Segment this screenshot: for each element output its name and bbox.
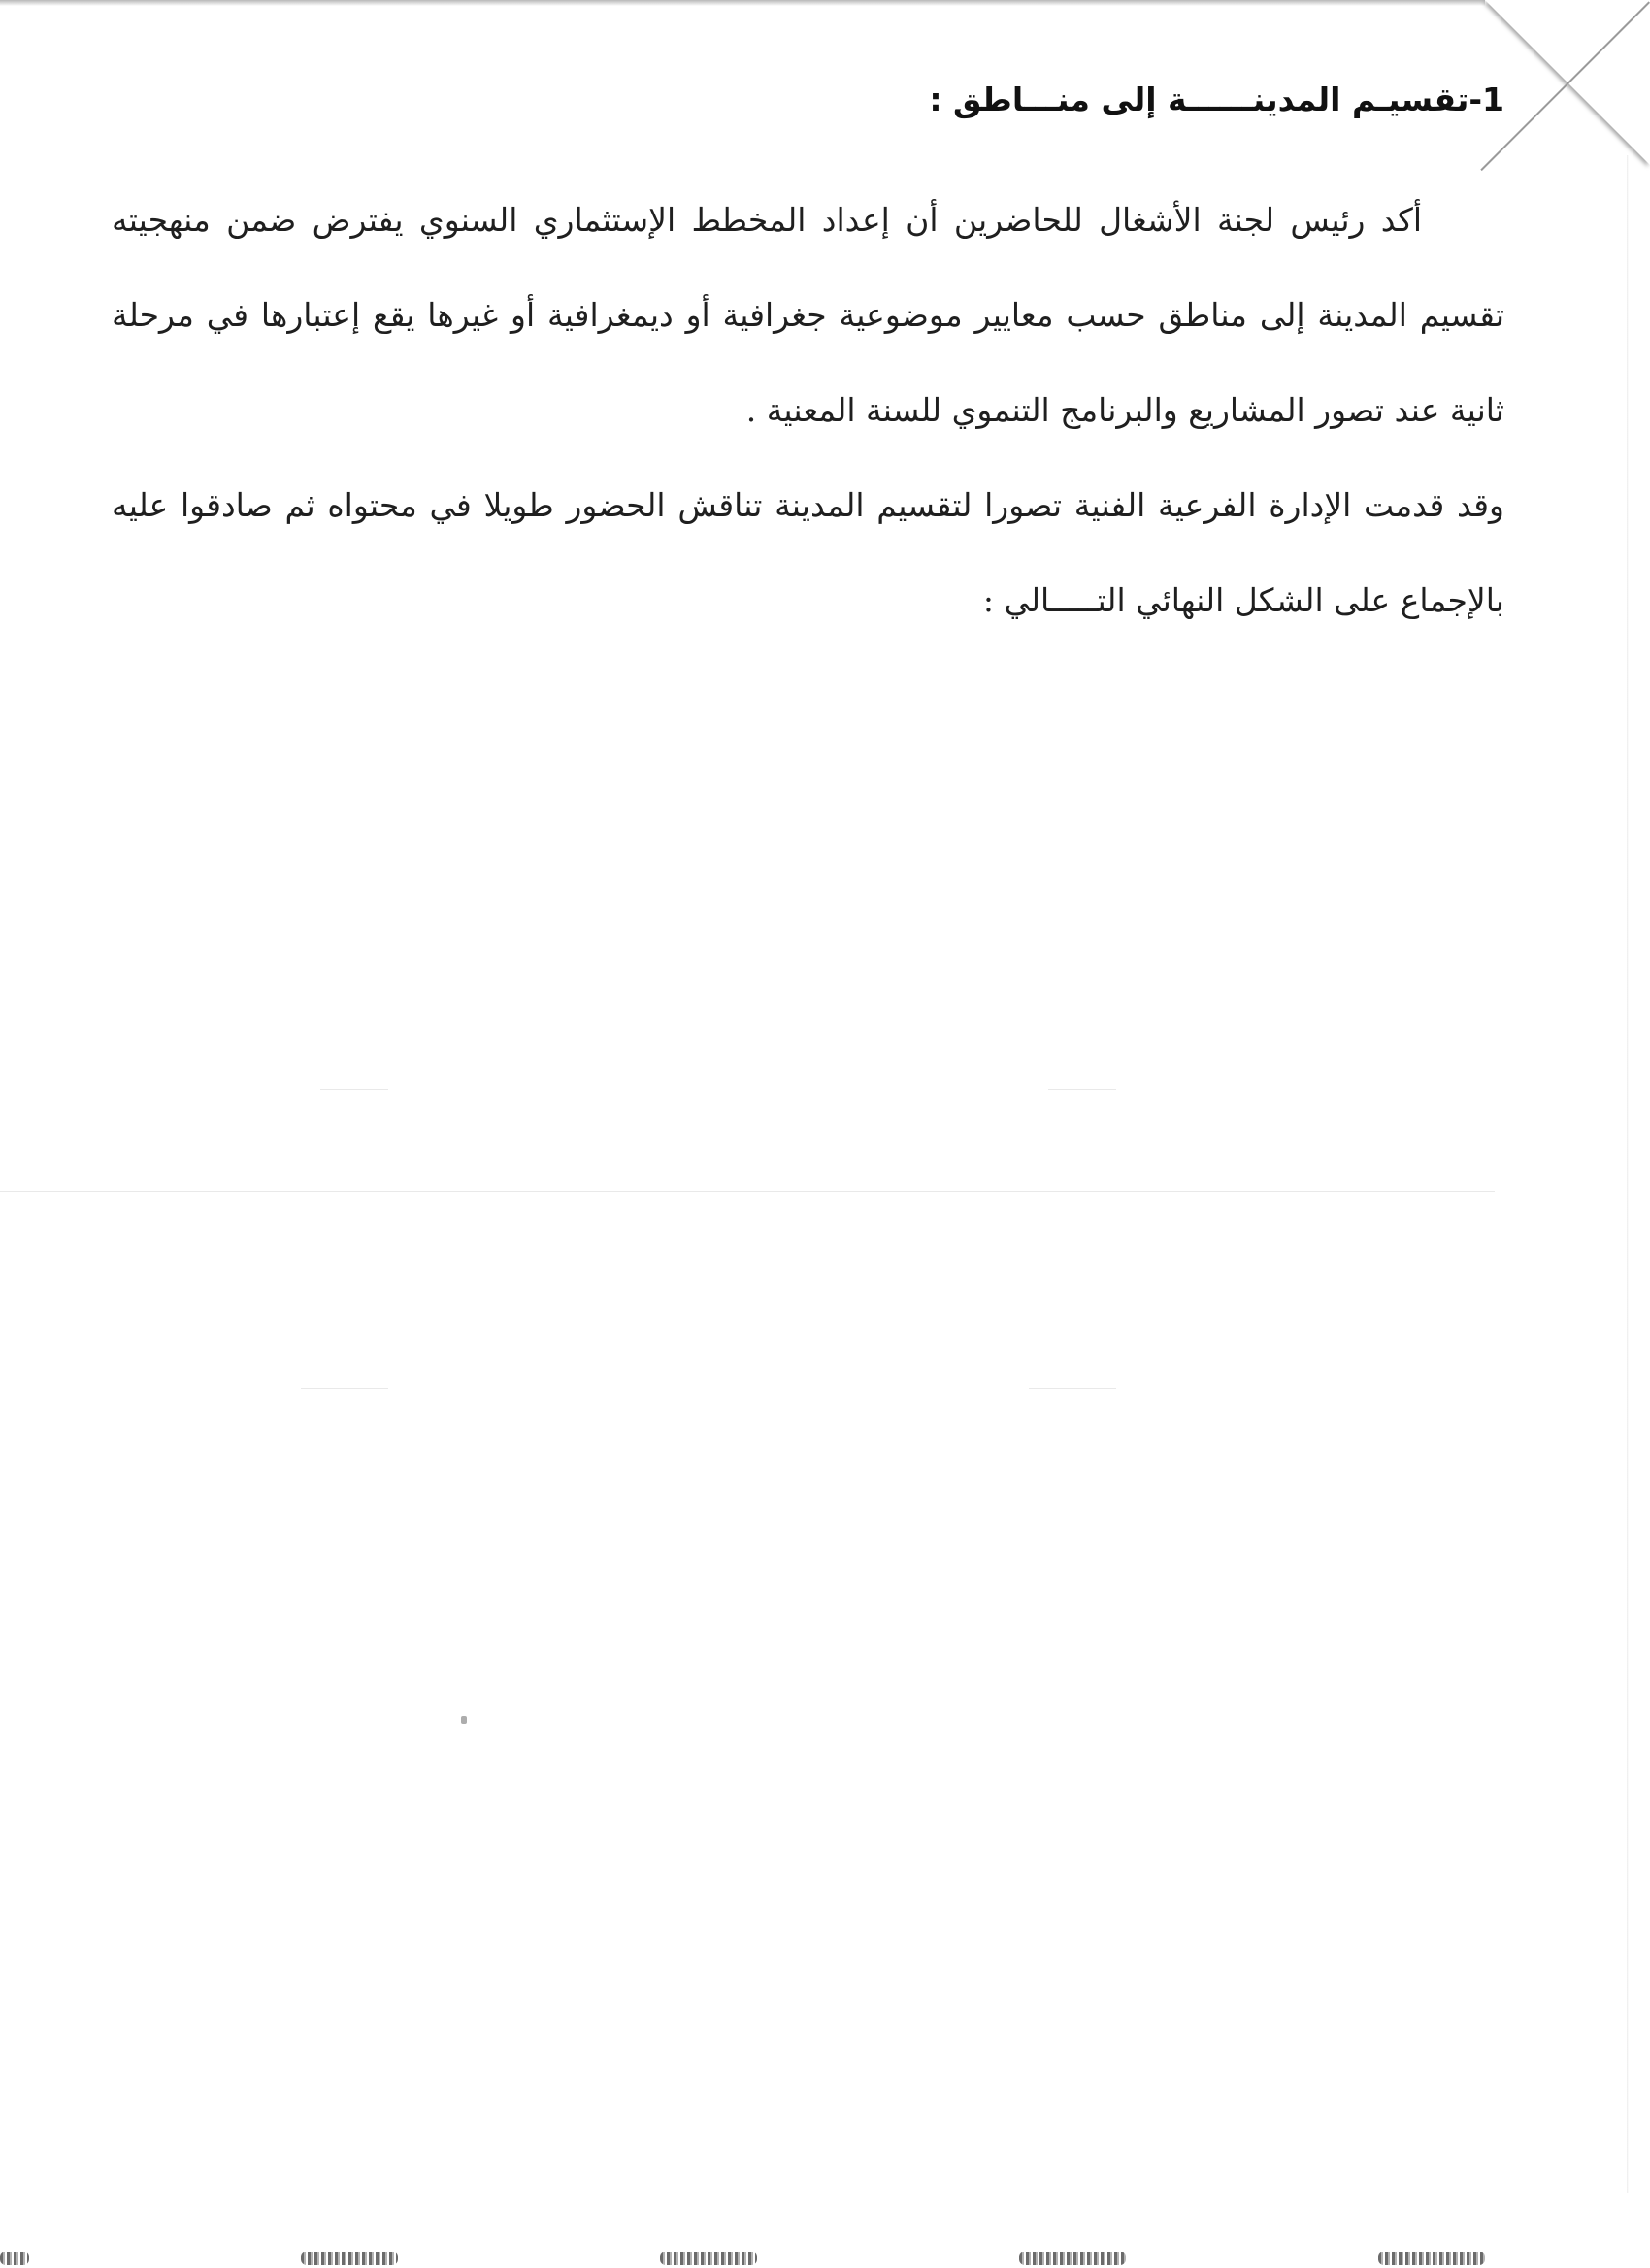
scan-speck	[461, 1716, 467, 1724]
page-right-edge	[1627, 155, 1629, 2193]
scan-binding-mark	[301, 2252, 398, 2265]
scan-artifact-line	[1029, 1388, 1116, 1389]
paragraph-1: أكد رئيس لجنة الأشغال للحاضرين أن إعداد المخطط الإستثماري السنوي يفترض ضمن منهجيته تقسيم المدينة إلى مناطق حسب معايير موضوعية جغرافية أو ديمغرافية أو غيرها يقع إعتبارها في مرحلة ثانية عند تصور المشاريع والبرنامج التنموي للسنة المعنية .	[112, 201, 1504, 429]
scan-binding-mark	[1378, 2252, 1485, 2265]
scan-artifact-line	[320, 1089, 388, 1090]
scan-artifact-line	[0, 1191, 1495, 1192]
scan-binding-mark	[1019, 2252, 1126, 2265]
scan-artifact-line	[1048, 1089, 1116, 1090]
paragraph-2: وقد قدمت الإدارة الفرعية الفنية تصورا لتقسيم المدينة تناقش الحضور طويلا في محتواه ثم صادقوا عليه بالإجماع على الشكل النهائي التـــــالي :	[112, 486, 1504, 619]
scan-binding-mark	[660, 2252, 757, 2265]
page-top-edge	[0, 0, 1485, 6]
document-body	[112, 68, 1504, 648]
scan-artifact-line	[301, 1388, 388, 1389]
section-heading: 1-تقسيـم المدينــــــة إلى منـــاطق :	[929, 81, 1504, 118]
scan-binding-mark	[0, 2252, 29, 2265]
